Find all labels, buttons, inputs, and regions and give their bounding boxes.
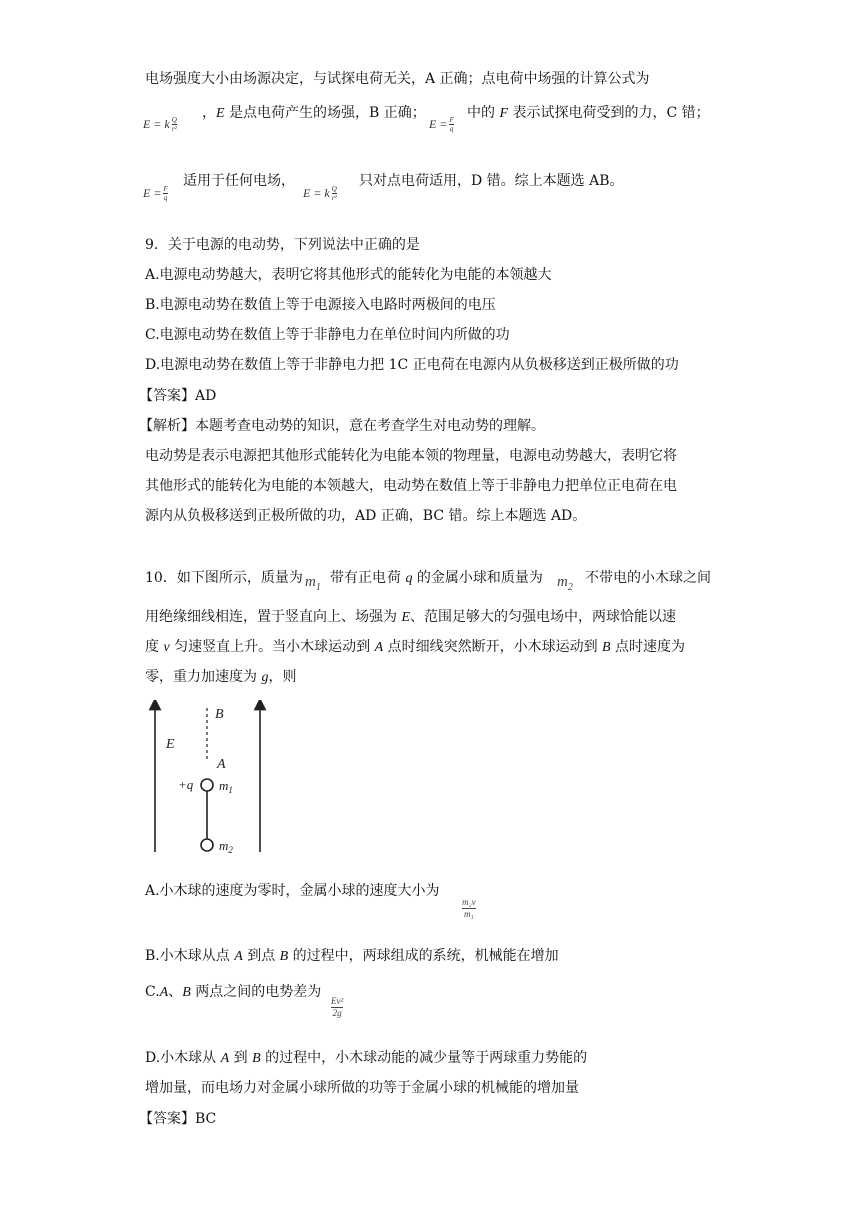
- question-10-option-b: [145, 947, 559, 966]
- text: ，则: [268, 669, 297, 685]
- text: 零，重力加速度为: [145, 669, 262, 685]
- var-g: g: [261, 670, 269, 685]
- question-10-stem: [387, 569, 543, 588]
- var-E: E: [401, 610, 411, 625]
- question-10-stem: [585, 569, 711, 587]
- label-q: +q: [178, 777, 194, 792]
- label-m1: $m_1$: [219, 778, 233, 795]
- text: ，: [202, 105, 216, 121]
- formula-lhs: E = k: [303, 186, 330, 200]
- denominator: m₁: [463, 909, 474, 919]
- text-line: 只对点电荷适用，D 错。综上本题选 AB。: [359, 173, 624, 189]
- text: 中的: [467, 105, 500, 121]
- label-B: B: [215, 707, 224, 722]
- text: 、: [168, 984, 183, 1000]
- var-v: v: [163, 640, 170, 655]
- formula-lhs: E =: [143, 186, 162, 200]
- question-10-option-a: A.小木球的速度为零时，金属小球的速度大小为: [145, 883, 440, 899]
- wood-ball: [201, 839, 213, 851]
- numerator: Ev²: [331, 996, 344, 1006]
- question-10-option-c: [145, 983, 321, 1002]
- symbol: m: [305, 574, 316, 590]
- formula-definition: [429, 116, 454, 133]
- text: 的过程中，小木球动能的减少量等于两球重力势能的: [260, 1050, 588, 1066]
- numerator: Q: [171, 116, 177, 124]
- text-line: 电场强度大小由场源决定，与试探电荷无关，A 正确；点电荷中场强的计算公式为: [145, 71, 650, 87]
- text: 点时速度为: [610, 639, 686, 655]
- formula-fraction: [332, 185, 337, 202]
- numerator: F: [449, 116, 454, 124]
- var-A: A: [220, 1051, 230, 1066]
- formula-option-c: [331, 996, 343, 1019]
- text: 荷: [387, 570, 406, 586]
- numerator: F: [163, 185, 168, 193]
- text: D.小木球从: [145, 1050, 221, 1066]
- question-9-analysis: 电动势是表示电源把其他形式能转化为电能本领的物理量，电源电动势越大，表明它将: [145, 448, 677, 464]
- text: 度: [145, 639, 164, 655]
- formula-fraction: [163, 185, 167, 202]
- formula-fraction: [449, 116, 453, 133]
- question-9-analysis: 其他形式的能转化为电能的本领越大，电动势在数值上等于非静电力把单位正电荷在电: [145, 478, 677, 494]
- text: 10．如下图所示，质量为: [145, 570, 303, 586]
- var-A: A: [374, 640, 384, 655]
- question-9-analysis: 【解析】本题考查电动势的知识，意在考查学生对电动势的理解。: [139, 418, 545, 434]
- var-B: B: [182, 985, 191, 1000]
- question-9-analysis: 源内从负极移送到正极所做的功，AD 正确，BC 错。综上本题选 AD。: [145, 508, 587, 524]
- question-10-stem: [145, 638, 685, 657]
- electric-field-figure: [140, 700, 280, 860]
- question-10-option-d: [145, 1049, 587, 1068]
- numerator: m₂v: [462, 897, 476, 907]
- var-B: B: [602, 640, 611, 655]
- denominator: 2g: [332, 1008, 342, 1018]
- question-9-stem: 9．关于电源的电动势，下列说法中正确的是: [145, 237, 420, 253]
- formula-coulomb: [303, 185, 337, 202]
- text: 、范围足够大的匀强电场中，两球恰能以速: [410, 609, 677, 625]
- text: 点时细线突然断开，小木球运动到: [383, 639, 603, 655]
- text: C.: [145, 984, 160, 1000]
- symbol: m: [557, 574, 568, 590]
- text: 带有正电: [330, 570, 386, 586]
- label-A: A: [217, 757, 226, 772]
- metal-ball: [201, 779, 213, 791]
- text: 到: [229, 1050, 253, 1066]
- question-10-stem: [145, 608, 676, 627]
- text-line: [202, 104, 426, 123]
- question-9-option-c: C.电源电动势在数值上等于非静电力在单位时间内所做的功: [145, 327, 510, 343]
- question-9-answer: 【答案】AD: [139, 388, 217, 404]
- text: 到点: [242, 948, 280, 964]
- text: 的金属小球和质量为: [412, 570, 543, 586]
- numerator: Q: [331, 185, 337, 193]
- formula-lhs: E =: [429, 117, 448, 131]
- question-9-option-b: B.电源电动势在数值上等于电源接入电路时两极间的电压: [145, 297, 496, 313]
- formula-option-a: [462, 897, 476, 920]
- formula-coulomb: [143, 116, 177, 133]
- symbol-m1: [305, 574, 321, 593]
- question-10-stem: [145, 569, 303, 587]
- question-9-option-a: A.电源电动势越大，表明它将其他形式的能转化为电能的本领越大: [145, 267, 552, 283]
- text: 不带电的小木球之间: [585, 570, 711, 586]
- question-10-stem: [145, 668, 296, 687]
- var-B: B: [252, 1051, 261, 1066]
- subscript: 1: [315, 582, 321, 593]
- text: 用绝缘细线相连，置于竖直向上、场强为: [145, 609, 402, 625]
- denominator: q: [163, 194, 168, 202]
- subscript: 2: [567, 582, 573, 593]
- question-10-answer: 【答案】BC: [139, 1111, 217, 1127]
- question-9-option-d: D.电源电动势在数值上等于非静电力把 1C 正电荷在电源内从负极移送到正极所做的功: [145, 357, 679, 373]
- var-A: A: [159, 985, 169, 1000]
- text: 的过程中，两球组成的系统，机械能在增加: [288, 948, 559, 964]
- text: 两点之间的电势差为: [190, 984, 322, 1000]
- text-line: [467, 104, 710, 123]
- denominator: q: [449, 125, 454, 133]
- var-B: B: [279, 949, 289, 964]
- var-q: q: [405, 571, 413, 586]
- var-A: A: [234, 949, 243, 964]
- denominator: r²: [171, 125, 177, 133]
- label-m2: $m_2$: [219, 838, 233, 855]
- formula-definition: [143, 185, 168, 202]
- question-10-stem: [330, 569, 386, 587]
- text: 匀速竖直上升。当小木球运动到: [169, 639, 375, 655]
- denominator: r²: [331, 194, 337, 202]
- symbol-m2: [557, 574, 573, 593]
- var-F: F: [499, 106, 509, 121]
- text: B.小木球从点: [145, 948, 235, 964]
- label-E: E: [166, 737, 175, 752]
- formula-lhs: E = k: [143, 117, 170, 131]
- var-E: E: [216, 106, 225, 121]
- text-line: 适用于任何电场，: [183, 173, 295, 189]
- text: 表示试探电荷受到的力，C 错；: [508, 105, 710, 121]
- formula-fraction: [172, 116, 177, 133]
- question-10-option-d: 增加量，而电场力对金属小球所做的功等于金属小球的机械能的增加量: [145, 1080, 579, 1096]
- text: 是点电荷产生的场强，B 正确；: [224, 105, 426, 121]
